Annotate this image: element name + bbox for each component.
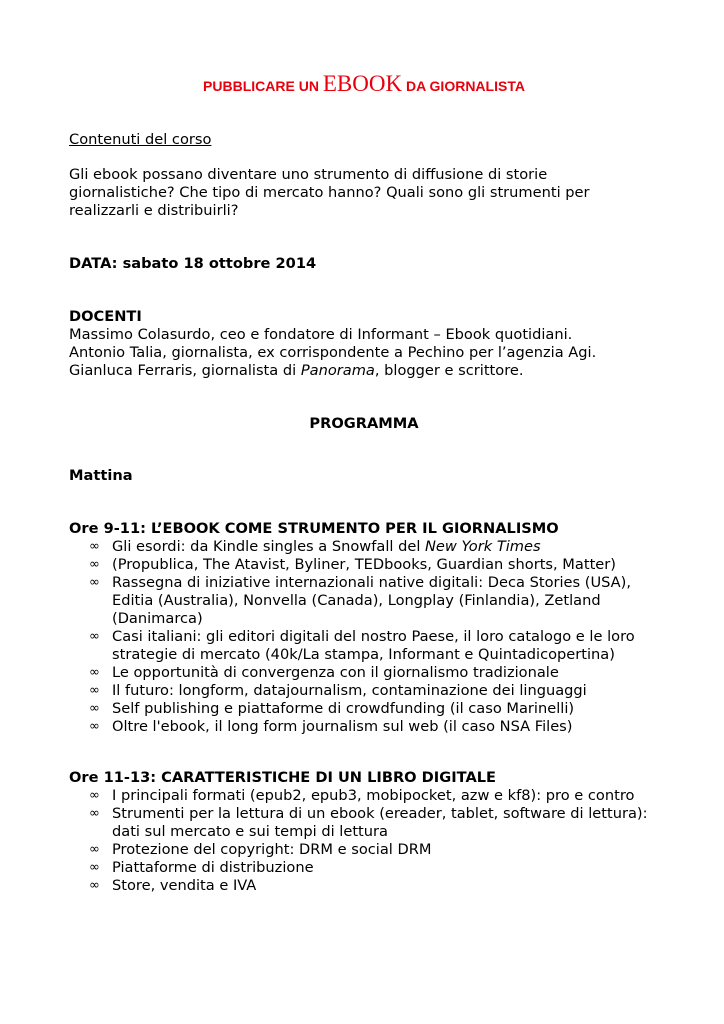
docente-line: Massimo Colasurdo, ceo e fondatore di Informant – Ebook quotidiani.	[69, 326, 573, 343]
list-item-text: strategie di mercato (40k/La stampa, Informant e Quintadicopertina)	[112, 646, 615, 663]
list-item-text: Il futuro: longform, datajournalism, contaminazione dei linguaggi	[112, 682, 587, 699]
docente-line: Antonio Talia, giornalista, ex corrispondente a Pechino per l’agenzia Agi.	[69, 344, 597, 361]
section-2-list	[69, 787, 669, 895]
programma-heading: PROGRAMMA	[309, 415, 419, 432]
list-item-text: Piattaforme di distribuzione	[112, 859, 314, 876]
infinity-bullet-icon: ∞	[89, 860, 100, 875]
intro-line: realizzarli e distribuirli?	[69, 202, 239, 219]
list-item-text: Self publishing e piattaforme di crowdfunding (il caso Marinelli)	[112, 700, 575, 717]
infinity-bullet-icon: ∞	[89, 719, 100, 734]
title-part-2: EBOOK	[322, 71, 403, 96]
list-item	[69, 574, 669, 628]
list-item-text: Le opportunità di convergenza con il giornalismo tradizionale	[112, 664, 559, 681]
list-item-text: Oltre l'ebook, il long form journalism sul web (il caso NSA Files)	[112, 718, 573, 735]
list-item-text: (Propublica, The Atavist, Byliner, TEDbooks, Guardian shorts, Matter)	[112, 556, 616, 573]
list-item	[69, 841, 669, 859]
list-item	[69, 859, 669, 877]
infinity-bullet-icon: ∞	[89, 701, 100, 716]
docente-text: Gianluca Ferraris, giornalista di	[69, 362, 301, 379]
title-part-1: PUBBLICARE UN	[203, 78, 323, 94]
infinity-bullet-icon: ∞	[89, 665, 100, 680]
section-2	[69, 769, 669, 895]
list-item	[69, 877, 669, 895]
infinity-bullet-icon: ∞	[89, 683, 100, 698]
list-item	[69, 538, 669, 556]
document-title	[69, 70, 659, 100]
infinity-bullet-icon: ∞	[89, 575, 100, 590]
section-1-heading: Ore 9-11: L’EBOOK COME STRUMENTO PER IL GIORNALISMO	[69, 520, 559, 537]
list-item-text: Protezione del copyright: DRM e social DRM	[112, 841, 432, 858]
intro-line: Gli ebook possano diventare uno strumento di diffusione di storie	[69, 166, 548, 183]
infinity-bullet-icon: ∞	[89, 878, 100, 893]
docente-line	[69, 362, 596, 380]
intro-line: giornalistiche? Che tipo di mercato hanno? Quali sono gli strumenti per	[69, 184, 590, 201]
infinity-bullet-icon: ∞	[89, 539, 100, 554]
list-item-text: I principali formati (epub2, epub3, mobipocket, azw e kf8): pro e contro	[112, 787, 635, 804]
docente-italic: Panorama	[300, 362, 375, 379]
list-item	[69, 628, 669, 664]
list-item-text: Store, vendita e IVA	[112, 877, 257, 894]
list-item	[69, 718, 669, 736]
list-item	[69, 682, 669, 700]
docenti-section	[69, 308, 596, 380]
list-item-text: dati sul mercato e sui tempi di lettura	[112, 823, 388, 840]
list-item	[69, 664, 669, 682]
contents-heading: Contenuti del corso	[69, 131, 212, 148]
title-part-3: DA GIORNALISTA	[402, 78, 525, 94]
list-item	[69, 556, 669, 574]
list-item-text: Strumenti per la lettura di un ebook (ereader, tablet, software di lettura):	[112, 805, 648, 822]
infinity-bullet-icon: ∞	[89, 842, 100, 857]
list-item-text: (Danimarca)	[112, 610, 203, 627]
list-item	[69, 805, 669, 841]
intro-paragraph	[69, 166, 590, 220]
date-line: DATA: sabato 18 ottobre 2014	[69, 255, 317, 272]
infinity-bullet-icon: ∞	[89, 557, 100, 572]
section-2-heading: Ore 11-13: CARATTERISTICHE DI UN LIBRO DIGITALE	[69, 769, 497, 786]
list-item-text: Rassegna di iniziative internazionali native digitali: Deca Stories (USA),	[112, 574, 631, 591]
infinity-bullet-icon: ∞	[89, 629, 100, 644]
list-item-text: Editia (Australia), Nonvella (Canada), Longplay (Finlandia), Zetland	[112, 592, 601, 609]
list-item	[69, 700, 669, 718]
list-item	[69, 787, 669, 805]
infinity-bullet-icon: ∞	[89, 788, 100, 803]
list-item-text: Gli esordi: da Kindle singles a Snowfall del	[112, 538, 426, 555]
mattina-heading: Mattina	[69, 467, 133, 484]
section-1-list	[69, 538, 669, 736]
section-1	[69, 520, 669, 736]
list-item-italic: New York Times	[425, 538, 541, 555]
docenti-heading: DOCENTI	[69, 308, 142, 325]
docente-text: , blogger e scrittore.	[374, 362, 524, 379]
list-item-text: Casi italiani: gli editori digitali del nostro Paese, il loro catalogo e le loro	[112, 628, 635, 645]
infinity-bullet-icon: ∞	[89, 806, 100, 821]
